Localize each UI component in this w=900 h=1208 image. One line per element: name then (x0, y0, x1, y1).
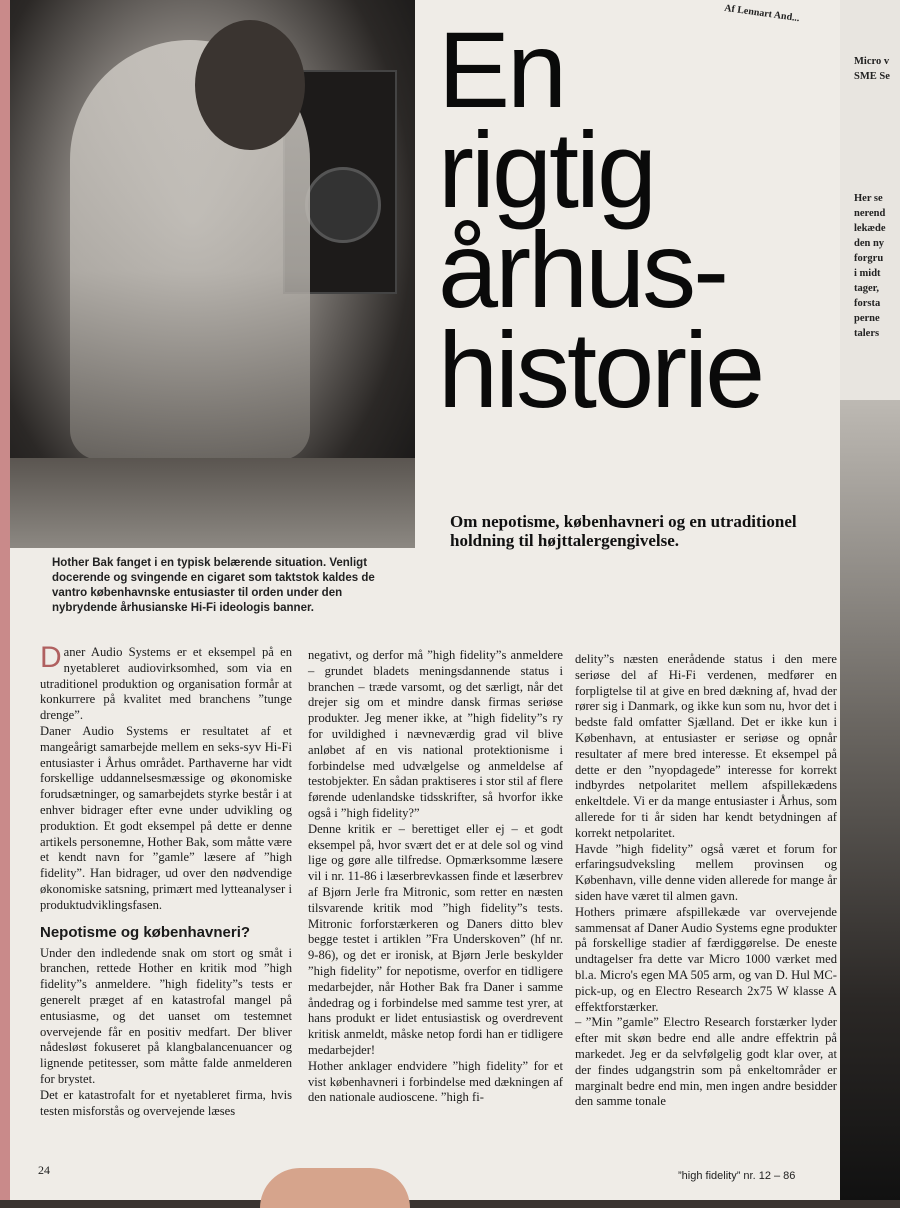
article-photo (10, 0, 415, 548)
facing-page-text: nerend (854, 208, 886, 219)
paragraph: negativt, og derfor må ”high fidelity”s anmeldere – grundet bladets meningsdannende status i branchen – træde varsomt, og det særligt, når det drejer sig om et mindre dansk firmas seriøse produkter. Jeg mener ikke, at ”high fidelity”s ry for uvildighed i nævneværdig grad vil blive anløbet af en vis national protektionisme i forbindelse med udvælgelse og anmeldelse af testobjekter. En sådan praktiseres i stor stil af flere førende udenlandske tidsskrifter, så hvorfor ikke også i ”high fidelity?” (308, 648, 563, 820)
headline-line: rigtig (438, 109, 655, 230)
paragraph: Havde ”high fidelity” også været et forum for erfaringsudveksling mellem provinsen og København, ville denne viden allerede for mange år siden have været til almen gavn. (575, 841, 837, 903)
photo-caption: Hother Bak fanget i en typisk belærende situation. Venligt docerende og svingende en cigaret som taktstok kaldes de vantro københavnske entusiaster til orden under den nybrydende århusianske Hi-Fi ideologis banner. (52, 557, 375, 614)
drop-cap: D (40, 641, 62, 674)
facing-page-text: den ny (854, 238, 885, 249)
facing-page-text: perne (854, 313, 880, 324)
paragraph: Det er katastrofalt for et nyetableret firma, hvis testen misforstås og overvejende læses (40, 1087, 292, 1118)
column-1 (40, 641, 292, 1119)
paragraph: Hothers primære afspillekæde var overvejende sammensat af Daner Audio Systems egne produkter på forskellige stadier af færdiggørelse. De eneste undtagelser fra dette var Micro 1000 værket med bl.a. Micro's egen MA 505 arm, og van D. Hul MC-pick-up, og en Electro Research 2x75 W klasse A effektforstærker. (575, 904, 837, 1014)
facing-page-text: forgru (854, 253, 884, 264)
headline-line: århus- (438, 209, 727, 330)
facing-page-text: Micro v (854, 56, 890, 67)
paragraph-text: aner Audio Systems er et eksempel på en nyetableret audiovirksomhed, som via en utraditionel produktion og organisation formår at konkurrere på kvalitet med branchens ”tunge drenge”. (40, 645, 292, 723)
paragraph: Denne kritik er – berettiget eller ej – et godt eksempel på, hvor svært det er at dele sol og vind lige og gøre alle tilfredse. Opmærksomme læsere vil i nr. 11-86 i læserbrevkassen finde et læserbrev af Bjørn Jerle fra Mitronic, som retter en næsten tilsvarende kritik mod ”high fidelity”s tests. Mitronic forforstærkeren og Daners ditto blev begge testet i artiklen ”Fra Underskoven” (hf nr. 9-86), og det er ironisk, at Bjørn Jerle beskylder ”high fidelity” for nepotisme, overfor en tidligere medarbejder, når Hother Bak fra Daner i samme åndedrag og i forbindelse med samme test yrer, at hans produkt er lidet entusiastisk og overdrevent kritisk anmeldt, måske netop fordi han er tidligere medarbejder! (308, 821, 563, 1057)
facing-page-text: talers (854, 328, 880, 339)
facing-page-photo (840, 400, 900, 1200)
magazine-page (10, 0, 840, 1200)
page-edge-strip (0, 0, 10, 1200)
column-2 (308, 648, 563, 1106)
headline-line: historie (438, 309, 763, 430)
facing-page-text: SME Se (854, 71, 890, 82)
byline: Af Lennart And... (723, 2, 801, 25)
paragraph (40, 641, 292, 724)
facing-page-text: Her se (854, 193, 883, 204)
thumb-in-frame (260, 1168, 410, 1208)
person-head (195, 20, 305, 150)
paragraph: delity”s næsten enerådende status i den mere seriøse del af Hi-Fi verdenen, medfører en forpligtelse til at give en bred dækning af, hvad der rører sig i Danmark, og ikke kun som nu, hvor det i bedste fald omfatter Sjælland. Det er ikke kun i København, at entusiaster er seriøse og opnår resultater af mere bred interesse. Et eksempel på dette er den ”nyopdagede” interesse for korrekt indbyrdes netpolaritet mellem afspillekædens enkeltdele. Vi er da mange entusiaster i Århus, som allerede for ti år siden har kendt betydningen af korrekt netpolaritet. (575, 652, 837, 840)
page-number: 24 (38, 1163, 50, 1177)
section-subheading: Nepotisme og københavneri? (40, 923, 251, 941)
magazine-footer: ”high fidelity” nr. 12 – 86 (678, 1170, 796, 1182)
paragraph: – ”Min ”gamle” Electro Research forstærker lyder efter mit skøn bedre end alle andre effektrin på markedet. Jeg er da selvfølgelig godt klar over, at der findes udgangstrin som på enkeltområder er marginalt bedre end min, men ingen andre besidder den samme tonale (575, 1015, 837, 1109)
facing-page-text: forsta (854, 298, 881, 309)
headline-line: En (438, 9, 565, 130)
photo-floor (10, 458, 415, 548)
subtitle: Om nepotisme, københavneri og en utraditionel holdning til højttalergengivelse. (450, 512, 797, 550)
paragraph: Hother anklager endvidere ”high fidelity” for et vist københavneri i forbindelse med dækningen af den nationale audioscene. ”high fi- (308, 1058, 563, 1105)
facing-page (840, 0, 900, 1200)
facing-page-text: tager, (854, 283, 879, 294)
facing-page-text: i midt (854, 268, 881, 279)
facing-page-text: lekæde (854, 223, 886, 234)
paragraph: Under den indledende snak om stort og småt i branchen, rettede Hother en kritik mod ”high fidelity”s anmeldere. ”high fidelity”s tests er generelt præget af en katastrofal mangel på entusiasme, og det uanset om testemnet overvejende får en positiv medfart. Der bliver nådesløst fokuseret på klangbalancenuancer og lignende petitesser, som måtte falde anmelderen for brystet. (40, 945, 292, 1086)
paragraph: Daner Audio Systems er resultatet af et mangeårigt samarbejde mellem en seks-syv Hi-Fi entusiaster i Århus området. Parthaverne har vidt forskellige uddannelsesmæssige og økonomiske forudsætninger, og samarbejdets styrke består i at enhver bidrager efter evne under udvikling og produktion. Et godt eksempel på dette er denne artikels personemne, Hother Bak, som måtte være et kendt navn for ”gamle” læsere af ”high fidelity”. Han bidrager, ud over den nødvendige økonomiske satsning, primært med lytteanalyser i produktudviklingsfasen. (40, 723, 292, 912)
column-3 (575, 652, 837, 1110)
